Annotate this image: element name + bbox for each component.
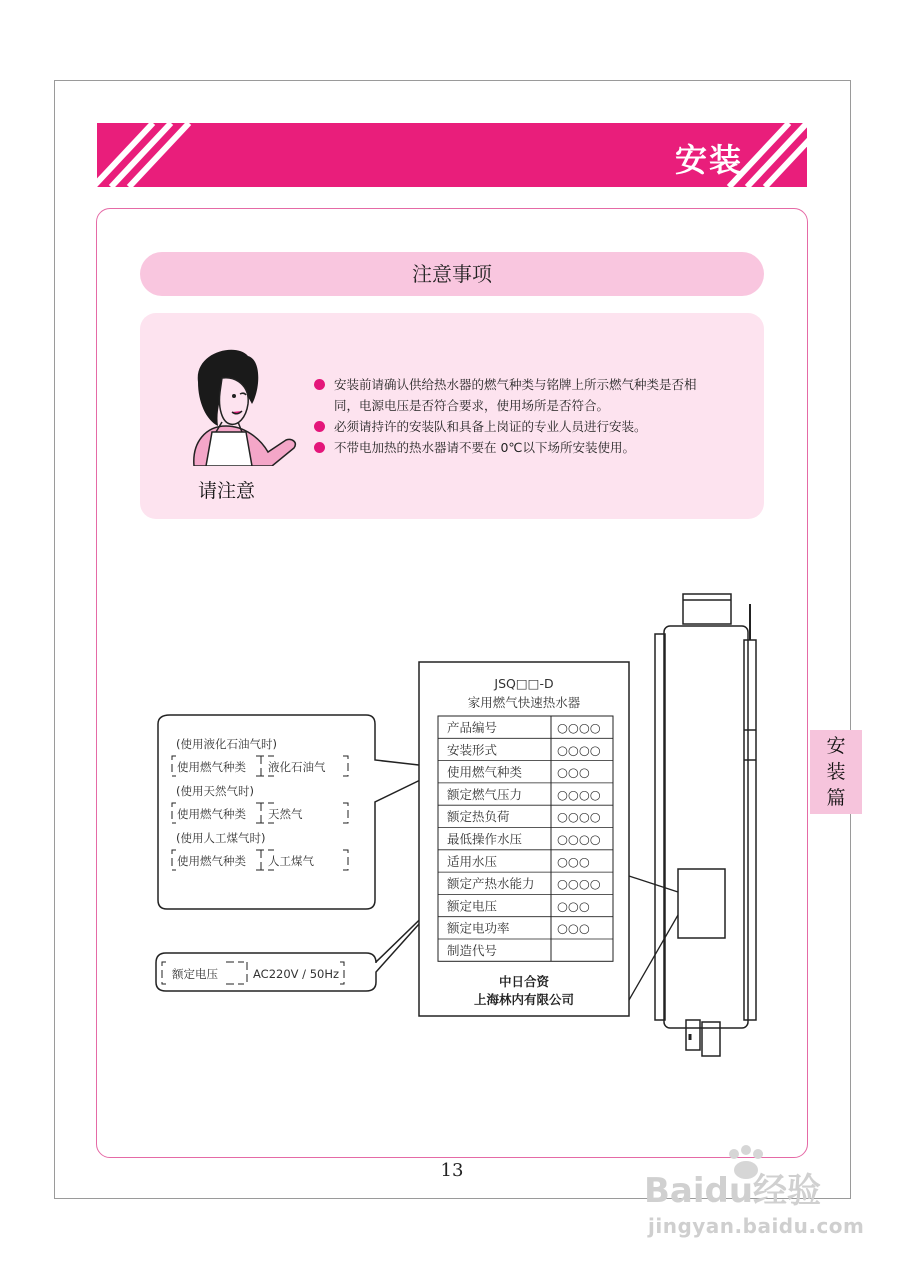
nameplate-row-value: ○○○ bbox=[557, 920, 590, 936]
side-tab-char: 安 bbox=[826, 735, 846, 757]
nameplate-row-value: ○○○○ bbox=[557, 876, 601, 892]
nameplate-row-value: ○○○ bbox=[557, 764, 590, 780]
gas-option-heading: (使用天然气时) bbox=[176, 784, 254, 798]
nameplate-row-value: ○○○ bbox=[557, 853, 590, 869]
nameplate-row-value: ○○○○ bbox=[557, 786, 601, 802]
nameplate-row-value: ○○○○ bbox=[557, 742, 601, 758]
nameplate-row-label: 最低操作水压 bbox=[447, 831, 523, 847]
nameplate-row-label: 额定燃气压力 bbox=[447, 786, 523, 802]
watermark-url: jingyan.baidu.com bbox=[648, 1214, 865, 1238]
caution-heading: 注意事项 bbox=[140, 252, 764, 296]
gas-option-label: 使用燃气种类 bbox=[177, 854, 246, 868]
gas-option-heading: (使用液化石油气时) bbox=[176, 737, 277, 751]
nameplate-maker-1: 中日合资 bbox=[498, 974, 550, 989]
caution-caption: 请注意 bbox=[198, 480, 256, 502]
nameplate-row-label: 制造代号 bbox=[447, 943, 498, 958]
caution-item-text: 安装前请确认供给热水器的燃气种类与铭牌上所示燃气种类是否相 bbox=[334, 377, 697, 392]
gas-option-value: 天然气 bbox=[268, 807, 303, 821]
nameplate-table bbox=[438, 716, 613, 961]
gas-option-label: 使用燃气种类 bbox=[177, 760, 246, 774]
nameplate-row-label: 适用水压 bbox=[447, 853, 498, 869]
page-number: 13 bbox=[440, 1160, 464, 1181]
voltage-value: AC220V / 50Hz bbox=[253, 967, 340, 981]
nameplate-row-label: 产品编号 bbox=[447, 720, 498, 735]
baidu-watermark-logo bbox=[640, 1140, 860, 1210]
nameplate-row-label: 使用燃气种类 bbox=[447, 764, 523, 780]
gas-option-value: 人工煤气 bbox=[268, 854, 314, 868]
heater-pointer-lines bbox=[629, 876, 678, 1000]
side-tab-char: 篇 bbox=[826, 787, 846, 809]
nameplate-row-label: 安装形式 bbox=[447, 742, 498, 758]
nameplate-row-value: ○○○○ bbox=[557, 809, 601, 825]
nameplate-maker-2: 上海林内有限公司 bbox=[473, 992, 575, 1007]
nameplate-row-label: 额定热负荷 bbox=[447, 809, 510, 825]
nameplate-model: JSQ□□-D bbox=[494, 676, 554, 691]
caution-item-text: 必须请持许的安装队和具备上岗证的专业人员进行安装。 bbox=[334, 419, 647, 434]
caution-item-text-cont: 同，电源电压是否符合要求，使用场所是否符合。 bbox=[334, 398, 610, 413]
gas-option-label: 使用燃气种类 bbox=[177, 807, 246, 821]
nameplate-row-value: ○○○○ bbox=[557, 720, 601, 735]
side-tab-char: 装 bbox=[826, 761, 846, 783]
gas-option-value: 液化石油气 bbox=[268, 760, 326, 774]
water-heater-outline bbox=[655, 594, 756, 1056]
nameplate-row-label: 额定电功率 bbox=[447, 920, 510, 936]
nameplate-row-value: ○○○○ bbox=[557, 831, 601, 847]
nameplate-row-value: ○○○ bbox=[557, 898, 590, 914]
nameplate-row-label: 额定电压 bbox=[447, 898, 498, 914]
nameplate-product: 家用燃气快速热水器 bbox=[467, 695, 581, 710]
nameplate-row-label: 额定产热水能力 bbox=[447, 876, 535, 892]
section-title: 安装 bbox=[674, 141, 743, 179]
caution-item-text: 不带电加热的热水器请不要在 0℃以下场所安装使用。 bbox=[334, 440, 635, 455]
watermark-brand: Baidu经验 bbox=[644, 1171, 822, 1210]
gas-option-heading: (使用人工煤气时) bbox=[176, 831, 266, 845]
voltage-label: 额定电压 bbox=[172, 967, 218, 981]
